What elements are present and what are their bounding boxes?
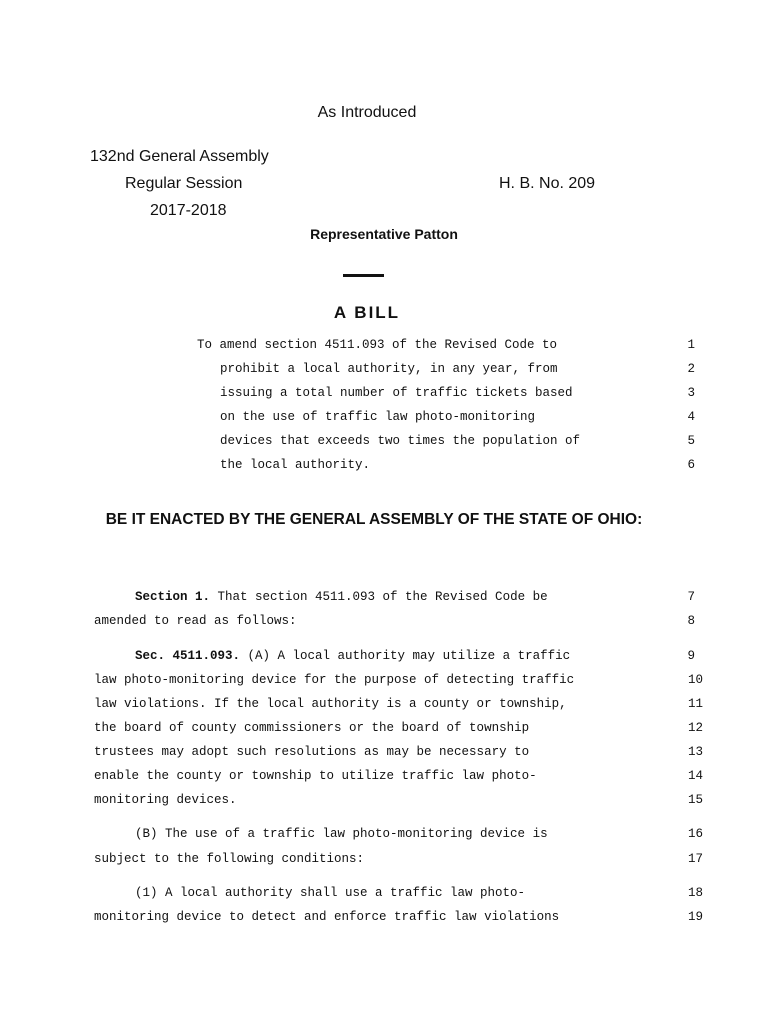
bill-status: As Introduced [317,104,417,121]
divider [343,274,384,277]
body-line: the board of county commissioners or the board of township [94,721,530,735]
sponsor: Representative Patton [310,226,458,242]
body-line: law photo-monitoring device for the purpose of detecting traffic [94,673,575,687]
body-line: monitoring devices. [94,793,237,807]
bill-number: H. B. No. 209 [499,175,596,192]
bill-heading: A BILL [333,303,401,322]
body-line: (B) The use of a traffic law photo-monitoring device is [135,827,548,841]
line-number: 1 [687,338,695,352]
enacting-clause: BE IT ENACTED BY THE GENERAL ASSEMBLY OF THE STATE OF OHIO: [105,511,643,528]
general-assembly: 132nd General Assembly [90,148,269,165]
line-number: 11 [687,697,703,711]
title-line: To amend section 4511.093 of the Revised Code to [197,338,558,352]
line-number: 2 [687,362,695,376]
body-line [135,590,548,604]
body-line: enable the county or township to utilize traffic law photo- [94,769,537,783]
body-line: trustees may adopt such resolutions as may be necessary to [94,745,530,759]
section-heading: Section 1. [135,590,211,604]
line-number: 4 [687,410,695,424]
line-number: 16 [687,827,703,841]
title-line: issuing a total number of traffic tickets based [220,386,573,400]
line-number: 17 [687,852,703,866]
body-line: monitoring device to detect and enforce traffic law violations [94,910,560,924]
line-number: 13 [687,745,703,759]
session-type: Regular Session [125,175,243,192]
body-line: subject to the following conditions: [94,852,365,866]
line-number: 8 [687,614,695,628]
line-number: 12 [687,721,703,735]
line-number: 14 [687,769,703,783]
title-line: the local authority. [220,458,371,472]
line-number: 5 [687,434,695,448]
line-number: 18 [687,886,703,900]
line-number: 10 [687,673,703,687]
body-line: amended to read as follows: [94,614,297,628]
line-number: 15 [687,793,703,807]
body-line [135,649,570,663]
title-line: on the use of traffic law photo-monitoring [220,410,536,424]
line-number: 9 [687,649,695,663]
line-number: 19 [687,910,703,924]
body-text: (A) A local authority may utilize a traffic [240,649,571,663]
section-heading: Sec. 4511.093. [135,649,241,663]
body-line: law violations. If the local authority is a county or township, [94,697,567,711]
title-line: prohibit a local authority, in any year, from [220,362,558,376]
body-line: (1) A local authority shall use a traffic law photo- [135,886,526,900]
line-number: 3 [687,386,695,400]
line-number: 7 [687,590,695,604]
body-text: That section 4511.093 of the Revised Code be [210,590,548,604]
session-years: 2017-2018 [150,202,227,219]
title-line: devices that exceeds two times the population of [220,434,581,448]
line-number: 6 [687,458,695,472]
